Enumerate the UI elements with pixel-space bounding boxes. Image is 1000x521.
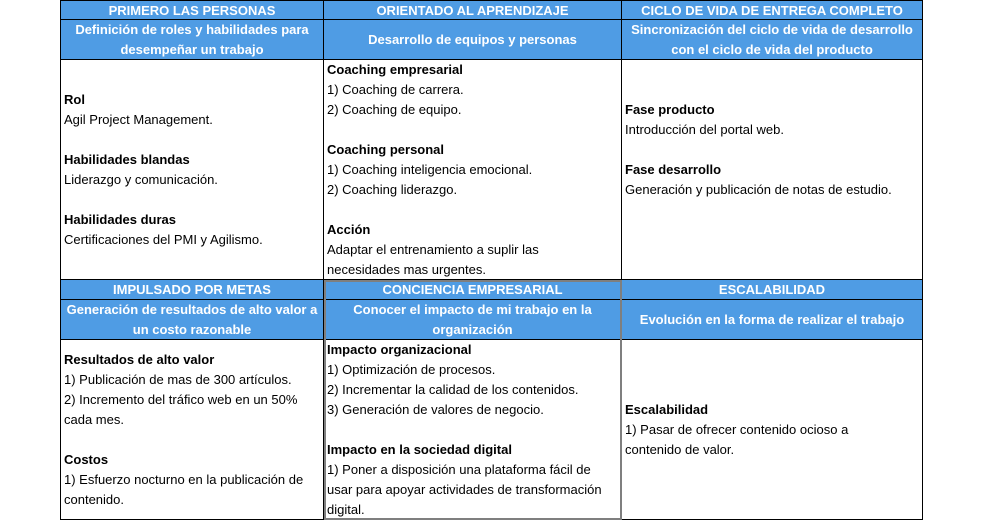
block-line: 1) Pasar de ofrecer contenido ocioso a bbox=[625, 422, 849, 437]
block-line: Generación y publicación de notas de estudio. bbox=[625, 182, 892, 197]
block-line: digital. bbox=[327, 502, 365, 517]
block-line: usar para apoyar actividades de transformación bbox=[327, 482, 602, 497]
header-orientado-al-aprendizaje: ORIENTADO AL APRENDIZAJE bbox=[324, 0, 622, 20]
block-title: Resultados de alto valor bbox=[64, 352, 215, 367]
block-line: 3) Generación de valores de negocio. bbox=[327, 402, 544, 417]
header-ciclo-de-vida: CICLO DE VIDA DE ENTREGA COMPLETO bbox=[622, 0, 923, 20]
block-title: Costos bbox=[64, 452, 109, 467]
block-title: Acción bbox=[327, 222, 371, 237]
block-title: Coaching personal bbox=[327, 142, 445, 157]
block-line: Agil Project Management. bbox=[64, 112, 213, 127]
header-primero-las-personas: PRIMERO LAS PERSONAS bbox=[60, 0, 324, 20]
block-line: 2) Coaching de equipo. bbox=[327, 102, 462, 117]
block-title: Escalabilidad bbox=[625, 402, 709, 417]
block-line: 1) Coaching inteligencia emocional. bbox=[327, 162, 533, 177]
principles-table bbox=[60, 0, 923, 520]
block-line: 2) Incrementar la calidad de los contenidos. bbox=[327, 382, 579, 397]
block-line: 2) Coaching liderazgo. bbox=[327, 182, 458, 197]
block-line: Adaptar el entrenamiento a suplir las bbox=[327, 242, 539, 257]
body-conciencia-empresarial bbox=[324, 340, 622, 520]
body-orientado-al-aprendizaje bbox=[324, 60, 622, 280]
block-line: 1) Esfuerzo nocturno en la publicación de bbox=[64, 472, 304, 487]
block-line: cada mes. bbox=[64, 412, 124, 427]
header-escalabilidad: ESCALABILIDAD bbox=[622, 280, 923, 300]
subheader-ciclo-de-vida: Sincronización del ciclo de vida de desarrollo con el ciclo de vida del producto bbox=[622, 20, 923, 60]
subheader-conciencia-empresarial: Conocer el impacto de mi trabajo en la organización bbox=[324, 300, 622, 340]
subheader-orientado-al-aprendizaje: Desarrollo de equipos y personas bbox=[324, 20, 622, 60]
subheader-escalabilidad: Evolución en la forma de realizar el trabajo bbox=[622, 300, 923, 340]
subheader-primero-las-personas: Definición de roles y habilidades para desempeñar un trabajo bbox=[60, 20, 324, 60]
block-line: 1) Optimización de procesos. bbox=[327, 362, 496, 377]
block-line: Certificaciones del PMI y Agilismo. bbox=[64, 232, 263, 247]
subheader-impulsado-por-metas: Generación de resultados de alto valor a un costo razonable bbox=[60, 300, 324, 340]
body-ciclo-de-vida bbox=[622, 60, 923, 280]
block-line: contenido. bbox=[64, 492, 124, 507]
header-impulsado-por-metas: IMPULSADO POR METAS bbox=[60, 280, 324, 300]
block-line: 1) Poner a disposición una plataforma fácil de bbox=[327, 462, 591, 477]
block-title: Fase producto bbox=[625, 102, 715, 117]
block-line: contenido de valor. bbox=[625, 442, 735, 457]
block-line: Liderazgo y comunicación. bbox=[64, 172, 218, 187]
block-title: Fase desarrollo bbox=[625, 162, 722, 177]
block-line: 1) Publicación de mas de 300 artículos. bbox=[64, 372, 292, 387]
block-title: Habilidades duras bbox=[64, 212, 176, 227]
block-line: 2) Incremento del tráfico web en un 50% bbox=[64, 392, 298, 407]
block-title: Impacto en la sociedad digital bbox=[327, 442, 512, 457]
block-line: 1) Coaching de carrera. bbox=[327, 82, 464, 97]
block-line: Introducción del portal web. bbox=[625, 122, 784, 137]
block-title: Coaching empresarial bbox=[327, 62, 463, 77]
body-escalabilidad bbox=[622, 340, 923, 520]
block-title: Habilidades blandas bbox=[64, 152, 190, 167]
block-title: Impacto organizacional bbox=[327, 342, 472, 357]
header-conciencia-empresarial: CONCIENCIA EMPRESARIAL bbox=[324, 280, 622, 300]
block-title: Rol bbox=[64, 92, 85, 107]
body-impulsado-por-metas bbox=[60, 340, 324, 520]
block-line: necesidades mas urgentes. bbox=[327, 262, 486, 277]
body-primero-las-personas bbox=[60, 60, 324, 280]
